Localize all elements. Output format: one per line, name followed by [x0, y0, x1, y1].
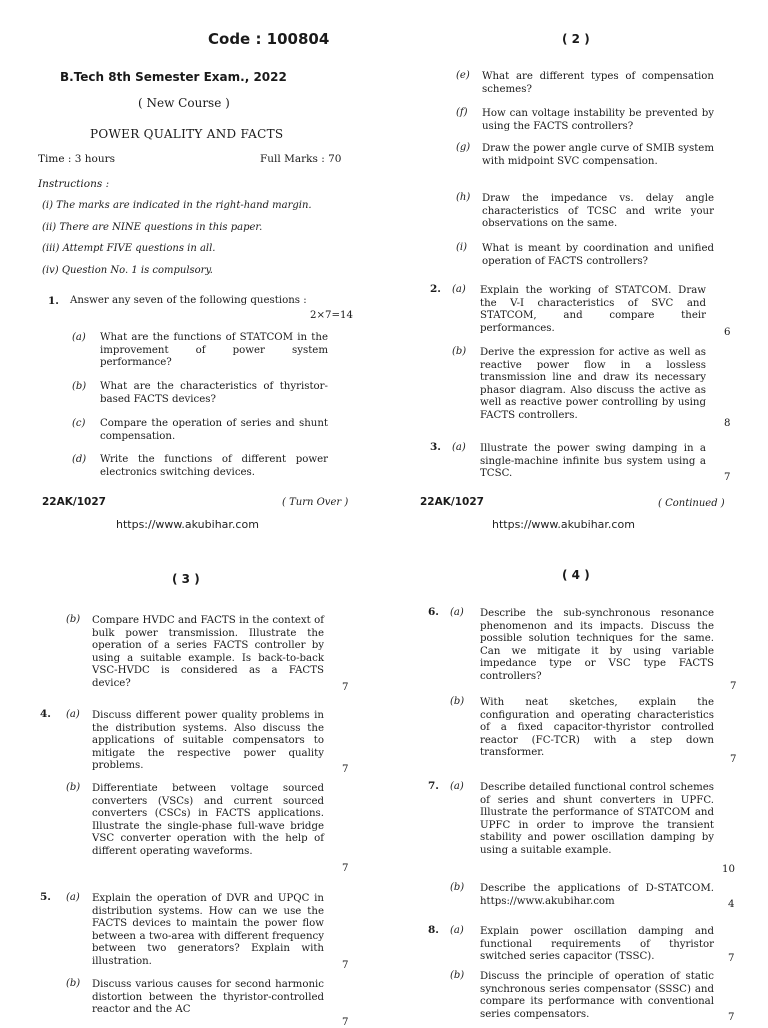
instruction-item: (ii) There are NINE questions in this paper. — [42, 221, 263, 233]
part-text: Discuss different power quality problems in the distribution systems. Also discuss the applications of suitable compensators to mitigate the respective power quality problems. — [92, 710, 324, 772]
instructions-list — [42, 200, 372, 286]
part-text: Discuss various causes for second harmonic distortion between the thyristor-controlled reactor and the AC — [92, 979, 324, 1016]
part-text: What are the characteristics of thyristor-based FACTS devices? — [100, 381, 328, 405]
part-marks: 7 — [730, 754, 737, 765]
question-number: 1. — [48, 295, 59, 307]
question-number: 8. — [428, 924, 439, 936]
part-marks: 7 — [342, 1017, 349, 1028]
part-label: (h) — [456, 192, 471, 203]
part-text: Compare HVDC and FACTS in the context of bulk power transmission. Illustrate the operation of a series FACTS controller by using a suitable example. Is back-to-back VSC-HVDC is considered as a FACTS device? — [92, 615, 324, 689]
part-text: How can voltage instability be prevented by using the FACTS controllers? — [482, 108, 714, 132]
part-label: (e) — [456, 70, 470, 81]
page-3 — [0, 560, 384, 1028]
part-label: (b) — [66, 978, 81, 989]
part-label: (b) — [450, 882, 465, 893]
source-url: https://www.akubihar.com — [492, 518, 635, 531]
part-label: (a) — [72, 332, 86, 343]
footer-code: 22AK/1027 — [42, 496, 106, 508]
part-marks: 7 — [730, 681, 737, 692]
part-text: Draw the impedance vs. delay angle characteristics of TCSC and write your observations on the same. — [482, 193, 714, 230]
part-marks: 4 — [728, 899, 735, 910]
part-text: Explain power oscillation damping and functional requirements of thyristor switched series capacitor (TSSC). — [480, 926, 714, 963]
page-number: ( 3 ) — [172, 572, 200, 586]
part-label: (a) — [450, 607, 464, 618]
part-label: (a) — [452, 284, 466, 295]
part-label: (b) — [450, 970, 465, 981]
part-marks: 7 — [342, 960, 349, 971]
part-text: Explain the operation of DVR and UPQC in distribution systems. How can we use the FACTS devices to maintain the power flow between a two-area with different frequency between two generators? Explain with illustration. — [92, 893, 324, 967]
question-text: Answer any seven of the following questions : — [70, 295, 307, 306]
part-marks: 7 — [728, 953, 735, 964]
instructions-heading: Instructions : — [38, 178, 110, 190]
part-label: (b) — [450, 696, 465, 707]
part-text: Write the functions of different power electronics switching devices. — [100, 454, 328, 478]
part-text: Discuss the principle of operation of static synchronous series compensator (SSSC) and compare its performance with conventional series compensators. — [480, 971, 714, 1020]
question-number: 2. — [430, 283, 441, 295]
part-marks: 6 — [724, 327, 731, 338]
part-text: What are different types of compensation schemes? — [482, 71, 714, 95]
part-label: (c) — [72, 418, 86, 429]
part-marks: 7 — [342, 682, 349, 693]
part-text: Differentiate between voltage sourced converters (VSCs) and current sourced converters (CSCs) in FACTS applications. Illustrate the single-phase full-wave bridge VSC converter operation with the help of different operating waveforms. — [92, 783, 324, 857]
question-number: 5. — [40, 891, 51, 903]
part-label: (d) — [72, 454, 87, 465]
part-marks: 8 — [724, 418, 731, 429]
part-label: (b) — [452, 346, 467, 357]
question-marks: 2×7=14 — [310, 310, 353, 321]
part-label: (a) — [452, 442, 466, 453]
part-marks: 7 — [728, 1012, 735, 1023]
footer-note: ( Turn Over ) — [282, 497, 349, 508]
part-text: Derive the expression for active as well as reactive power flow in a lossless transmission line and draw its necessary phasor diagram. Also discuss the active as well as reactive power controlling by using FACTS controllers. — [480, 347, 706, 421]
part-label: (b) — [66, 782, 81, 793]
part-label: (a) — [450, 925, 464, 936]
question-number: 3. — [430, 441, 441, 453]
part-text: What are the functions of STATCOM in the improvement of power system performance? — [100, 332, 328, 369]
page-4 — [384, 560, 768, 1024]
part-text: Describe the applications of D-STATCOM. https://www.akubihar.com — [480, 883, 714, 907]
paper-code: Code : 100804 — [208, 30, 330, 48]
part-text: Describe detailed functional control schemes of series and shunt converters in UPFC. Illustrate the performance of STATCOM and UPFC in order to improve the transient stability and power oscillation damping by using a suitable example. — [480, 782, 714, 856]
part-marks: 7 — [342, 863, 349, 874]
course-label: ( New Course ) — [138, 96, 230, 110]
page-number: ( 4 ) — [562, 568, 590, 582]
instruction-item: (iv) Question No. 1 is compulsory. — [42, 264, 213, 276]
part-label: (a) — [66, 892, 80, 903]
footer-note: ( Continued ) — [658, 498, 725, 509]
part-text: Describe the sub-synchronous resonance phenomenon and its impacts. Discuss the possible solution techniques for the same. Can we mitigate it by using variable impedance type or VSC type FACTS controllers? — [480, 608, 714, 682]
part-text: Draw the power angle curve of SMIB system with midpoint SVC compensation. — [482, 143, 714, 167]
part-marks: 7 — [724, 472, 731, 483]
instruction-item: (i) The marks are indicated in the right-hand margin. — [42, 200, 312, 211]
part-text: With neat sketches, explain the configuration and operating characteristics of a fixed capacitor-thyristor controlled reactor (FC-TCR) with a step down transformer. — [480, 697, 714, 759]
part-label: (f) — [456, 107, 468, 118]
exam-title: B.Tech 8th Semester Exam., 2022 — [60, 70, 287, 84]
full-marks-label: Full Marks : 70 — [260, 153, 342, 165]
part-label: (b) — [66, 614, 81, 625]
source-url: https://www.akubihar.com — [116, 518, 259, 531]
part-label: (a) — [450, 781, 464, 792]
instruction-item: (iii) Attempt FIVE questions in all. — [42, 243, 216, 255]
page-1 — [0, 0, 384, 540]
part-label: (b) — [72, 381, 87, 392]
part-text: What is meant by coordination and unified operation of FACTS controllers? — [482, 243, 714, 267]
part-text: Compare the operation of series and shunt compensation. — [100, 418, 328, 442]
part-label: (a) — [66, 709, 80, 720]
question-number: 6. — [428, 606, 439, 618]
part-text: Illustrate the power swing damping in a single-machine infinite bus system using a TCSC. — [480, 443, 706, 480]
subject-title: POWER QUALITY AND FACTS — [90, 127, 284, 141]
part-label: (i) — [456, 242, 468, 253]
time-label: Time : 3 hours — [38, 153, 116, 165]
footer-code: 22AK/1027 — [420, 496, 484, 508]
question-number: 7. — [428, 780, 439, 792]
part-text: Explain the working of STATCOM. Draw the V-I characteristics of SVC and STATCOM, and compare their performances. — [480, 285, 706, 334]
part-label: (g) — [456, 142, 471, 153]
page-2 — [384, 0, 768, 540]
part-marks: 10 — [722, 864, 735, 875]
question-number: 4. — [40, 708, 51, 720]
page-number: ( 2 ) — [562, 32, 590, 46]
part-marks: 7 — [342, 764, 349, 775]
